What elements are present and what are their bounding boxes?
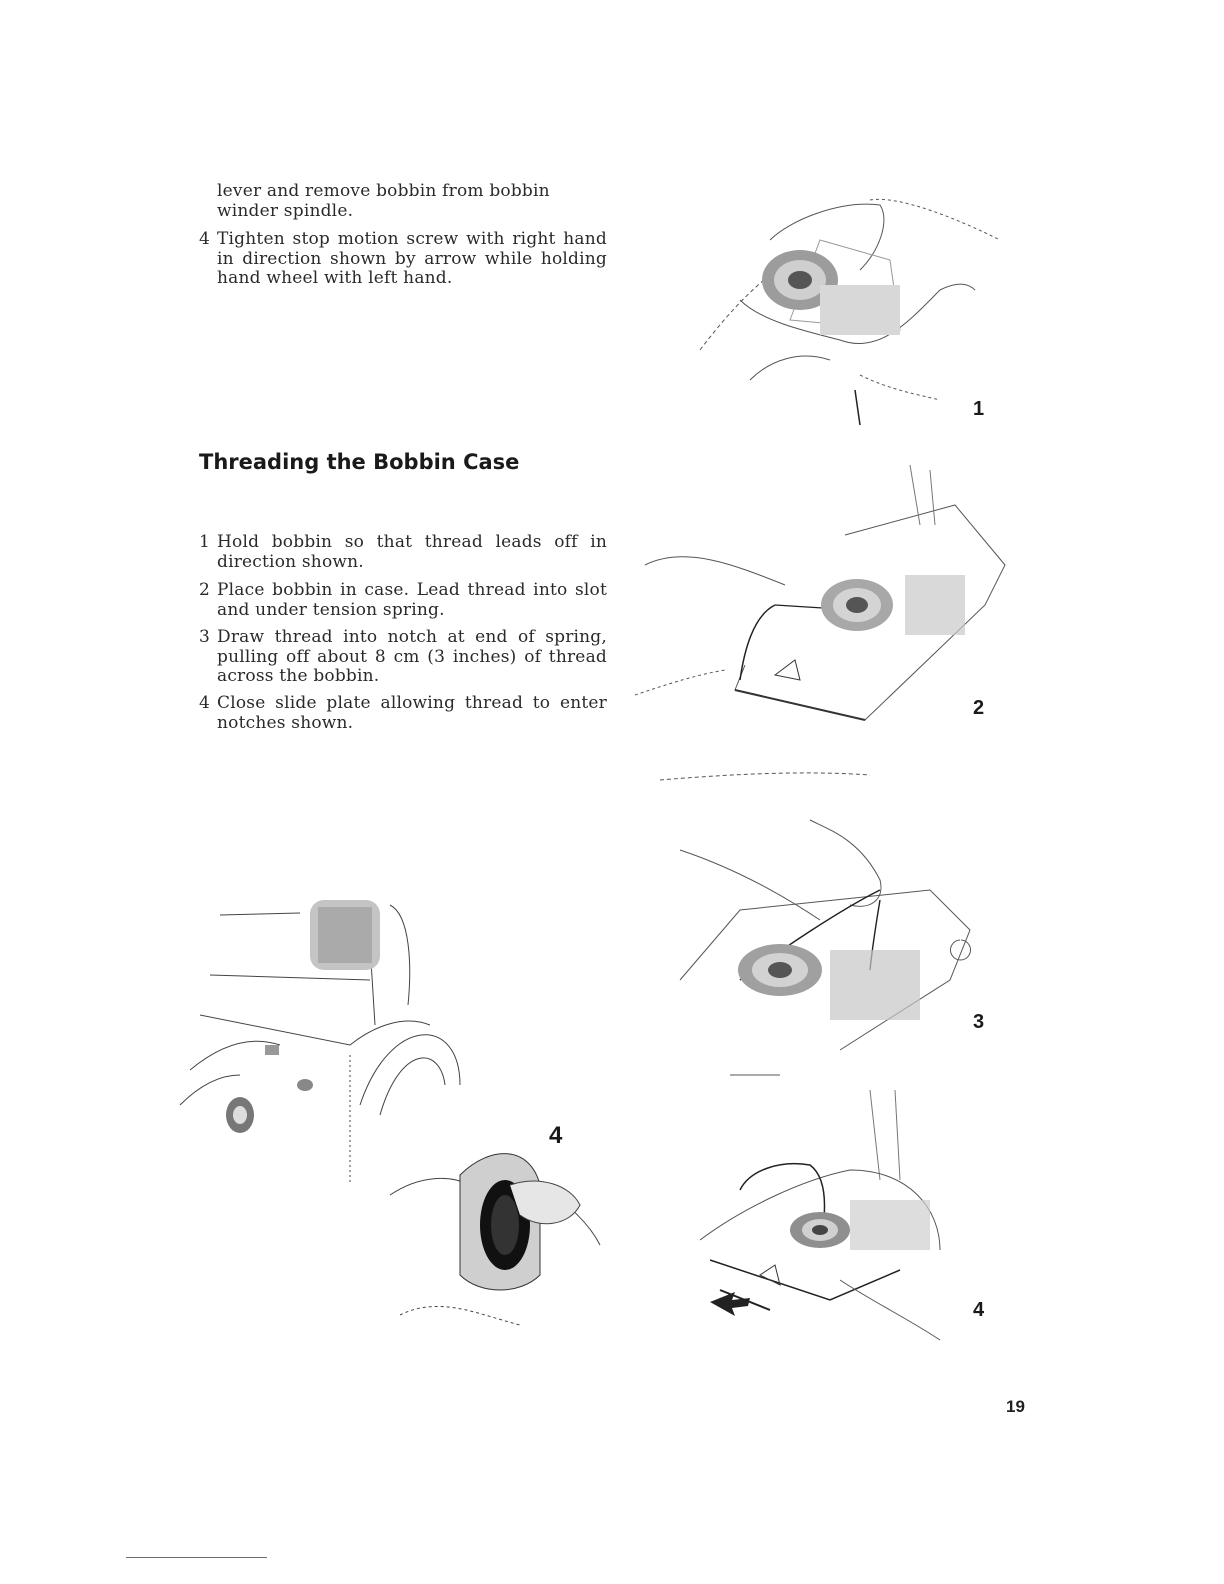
figure-label-4: 4 xyxy=(973,1299,985,1321)
figure-label-2: 2 xyxy=(973,697,985,719)
stop-motion-step xyxy=(199,230,607,289)
step-1 xyxy=(199,533,607,572)
step-text: Close slide plate allowing thread to enter notches shown. xyxy=(217,693,607,733)
thread-notch-illustration xyxy=(640,760,980,1050)
stop-motion-screw-illustration xyxy=(160,885,620,1335)
continued-paragraph: lever and remove bobbin from bobbin winder spindle. xyxy=(217,181,550,221)
step-number: 2 xyxy=(199,580,211,600)
figure-label-3: 3 xyxy=(973,1011,985,1033)
step-2 xyxy=(199,581,607,620)
step-number: 3 xyxy=(199,627,211,647)
step-number: 1 xyxy=(199,532,211,552)
step-3 xyxy=(199,628,607,687)
step-4 xyxy=(199,694,607,733)
step-text: Place bobbin in case. Lead thread into slot and under tension spring. xyxy=(217,580,607,620)
bobbin-case-illustration xyxy=(625,465,1020,740)
bobbin-hand-illustration xyxy=(640,180,1020,450)
stop-motion-figure-label: 4 xyxy=(549,1122,563,1149)
page-number: 19 xyxy=(1006,1397,1025,1416)
step-text: Draw thread into notch at end of spring, pulling off about 8 cm (3 inches) of thread across the bobbin. xyxy=(217,627,607,686)
figure-label-1: 1 xyxy=(973,398,985,420)
step-number: 4 xyxy=(199,229,211,249)
step-number: 4 xyxy=(199,693,211,713)
bottom-divider xyxy=(126,1557,267,1558)
slide-plate-illustration xyxy=(680,1070,970,1350)
section-heading: Threading the Bobbin Case xyxy=(199,450,520,474)
step-text: Hold bobbin so that thread leads off in direction shown. xyxy=(217,532,607,572)
step-text: Tighten stop motion screw with right hand in direction shown by arrow while holding hand wheel with left hand. xyxy=(217,229,607,288)
